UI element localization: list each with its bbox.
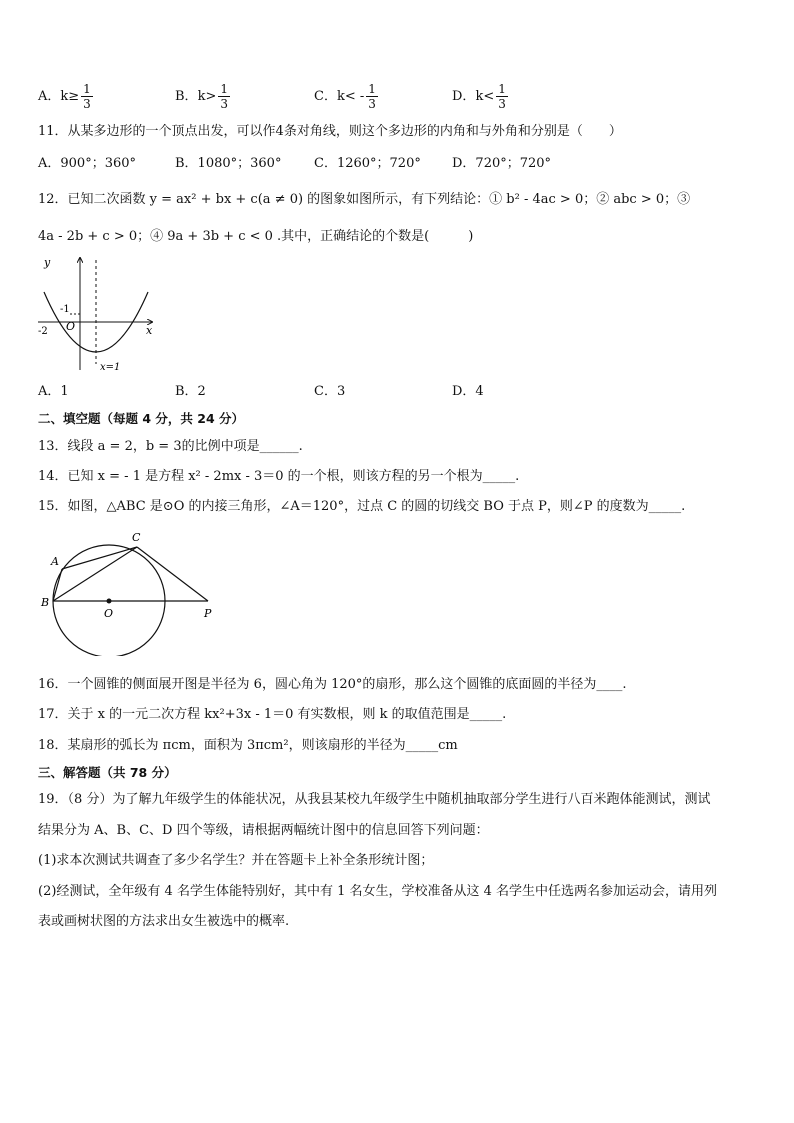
q17-text: 17．关于 x 的一元二次方程 kx²+3x - 1＝0 有实数根，则 k 的取值范围是_____.	[38, 707, 507, 722]
q12-line2: 4a - 2b + c > 0；④ 9a + 3b + c < 0 .其中，正确结论的个数是( )	[38, 229, 474, 244]
q16-text: 16．一个圆锥的侧面展开图是半径为 6，圆心角为 120°的扇形，那么这个圆锥的底面圆的半径为____.	[38, 677, 627, 692]
side-bc	[53, 547, 137, 601]
tangent-cp	[137, 547, 208, 601]
q15-text: 15．如图，△ABC 是⊙O 的内接三角形，∠A＝120°，过点 C 的圆的切线交 BO 于点 P，则∠P 的度数为_____.	[38, 499, 686, 514]
symmetry-label: x=1	[100, 362, 121, 373]
x-axis-label: x	[146, 324, 153, 337]
q11-option-a: A．900°；360°	[38, 156, 137, 171]
q19-line1: 19．（8 分）为了解九年级学生的体能状况，从我县某校九年级学生中随机抽取部分学生进行八百米跑体能测试，测试	[38, 792, 711, 807]
section-3-heading: 三、解答题（共 78 分）	[38, 765, 177, 780]
q19-part2-line2: 表或画树状图的方法求出女生被选中的概率.	[38, 914, 290, 929]
label-c: C	[132, 531, 141, 544]
label-p: P	[204, 607, 212, 620]
q18-text: 18．某扇形的弧长为 πcm，面积为 3πcm²，则该扇形的半径为_____cm	[38, 738, 458, 753]
q12-option-a: A．1	[38, 384, 69, 399]
fraction: $\frac{1}{3}$	[498, 82, 506, 111]
q13-text: 13．线段 a = 2，b = 3的比例中项是______.	[38, 439, 303, 454]
label-minus-2: -2	[38, 326, 48, 337]
q19-part2-line1: (2)经测试，全年级有 4 名学生体能特别好，其中有 1 名女生，学校准备从这 4 名学生中任选两名参加运动会，请用列	[38, 884, 718, 899]
q10-option-b: B．k> $\frac{1}{3}$	[175, 82, 228, 111]
label-a: A	[51, 555, 59, 568]
q12-option-b: B．2	[175, 384, 206, 399]
section-2-heading: 二、填空题（每题 4 分，共 24 分）	[38, 411, 245, 426]
y-axis-label: y	[44, 256, 51, 269]
fraction: $\frac{1}{3}$	[83, 82, 91, 111]
q14-text: 14．已知 x = - 1 是方程 x² - 2mx - 3＝0 的一个根，则该方程的另一个根为_____.	[38, 469, 520, 484]
q11-option-b: B．1080°；360°	[175, 156, 282, 171]
q19-part1: (1)求本次测试共调查了多少名学生？并在答题卡上补全条形统计图；	[38, 853, 434, 868]
q11-text: 11．从某多边形的一个顶点出发，可以作4条对角线，则这个多边形的内角和与外角和分别是（ ）	[38, 124, 622, 139]
fraction: $\frac{1}{3}$	[368, 82, 376, 111]
q11-option-d: D．720°；720°	[452, 156, 552, 171]
q10-option-a: A．k≥ $\frac{1}{3}$	[38, 82, 91, 111]
q12-option-d: D．4	[452, 384, 484, 399]
label-minus-1: -1	[60, 304, 70, 315]
q15-circle-figure	[36, 528, 226, 656]
origin-label: O	[66, 320, 76, 333]
q12-option-c: C．3	[314, 384, 346, 399]
q10-option-d: D．k< $\frac{1}{3}$	[452, 82, 506, 111]
center-point	[107, 599, 112, 604]
q19-line2: 结果分为 A、B、C、D 四个等级，请根据两幅统计图中的信息回答下列问题：	[38, 823, 489, 838]
q10-option-c: C．k< - $\frac{1}{3}$	[314, 82, 376, 111]
label-o: O	[104, 607, 114, 620]
q12-parabola-graph	[36, 252, 166, 377]
label-b: B	[41, 596, 50, 609]
fraction: $\frac{1}{3}$	[220, 82, 228, 111]
q12-line1: 12．已知二次函数 y = ax² + bx + c(a ≠ 0) 的图象如图所示，有下列结论：① b² - 4ac > 0；② abc > 0；③	[38, 192, 691, 207]
q11-option-c: C．1260°；720°	[314, 156, 421, 171]
